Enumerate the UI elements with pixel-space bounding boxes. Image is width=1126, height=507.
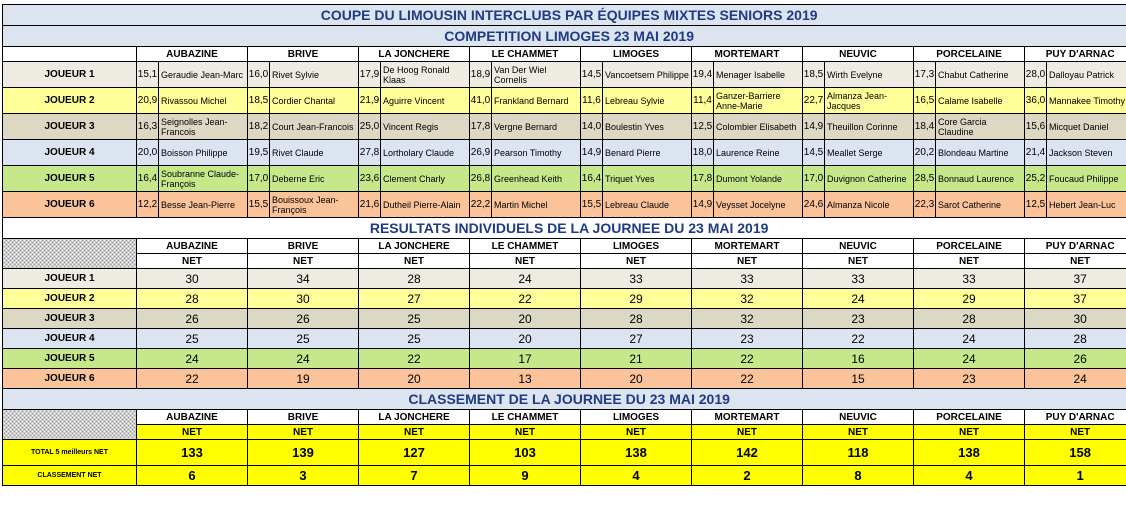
team-total: 142 [692,440,803,466]
club-header: BRIVE [248,47,359,62]
club-header: LE CHAMMET [470,47,581,62]
net-score: 26 [248,309,359,329]
team-rank: 4 [914,466,1025,486]
handicap-index: 22,2 [470,192,492,218]
results-title: RESULTATS INDIVIDUELS DE LA JOURNEE DU 23 MAI 2019 [3,218,1126,239]
handicap-index: 27,8 [359,140,381,166]
club-header: LA JONCHERE [359,410,470,425]
net-score: 19 [248,369,359,389]
team-total: 138 [914,440,1025,466]
handicap-index: 25,0 [359,114,381,140]
net-header: NET [470,254,581,269]
player-name: Soubranne Claude-François [159,166,248,192]
net-header: NET [692,425,803,440]
net-score: 16 [803,349,914,369]
net-header: NET [1025,425,1126,440]
net-score: 28 [359,269,470,289]
net-score: 23 [692,329,803,349]
club-header: PUY D'ARNAC [1025,410,1126,425]
club-header: MORTEMART [692,239,803,254]
team-total: 139 [248,440,359,466]
team-total: 103 [470,440,581,466]
player-name: Martin Michel [492,192,581,218]
handicap-index: 22,7 [803,88,825,114]
player-name: Almanza Nicole [825,192,914,218]
club-header: AUBAZINE [137,47,248,62]
player-label: JOUEUR 1 [3,62,137,88]
handicap-index: 24,6 [803,192,825,218]
player-label: JOUEUR 6 [3,192,137,218]
handicap-index: 36,0 [1025,88,1047,114]
handicap-index: 12,2 [137,192,159,218]
club-header: NEUVIC [803,47,914,62]
player-name: Hebert Jean-Luc [1047,192,1126,218]
handicap-index: 16,5 [914,88,936,114]
net-score: 17 [470,349,581,369]
club-header: MORTEMART [692,47,803,62]
handicap-index: 18,2 [248,114,270,140]
club-header: LIMOGES [581,239,692,254]
net-score: 25 [359,329,470,349]
player-row [3,166,1126,192]
player-name: Colombier Elisabeth [714,114,803,140]
net-score: 24 [470,269,581,289]
player-row [3,62,1126,88]
net-score: 22 [692,349,803,369]
player-name: Wirth Evelyne [825,62,914,88]
net-header: NET [581,254,692,269]
net-score: 20 [470,329,581,349]
net-score: 21 [581,349,692,369]
ranking-corner [3,410,137,440]
handicap-index: 15,5 [581,192,603,218]
net-header: NET [359,254,470,269]
net-score: 25 [248,329,359,349]
club-header: PUY D'ARNAC [1025,47,1126,62]
handicap-index: 20,9 [137,88,159,114]
handicap-index: 41,0 [470,88,492,114]
player-name: Laurence Reine [714,140,803,166]
handicap-index: 18,9 [470,62,492,88]
handicap-index: 14,5 [803,140,825,166]
main-title: COUPE DU LIMOUSIN INTERCLUBS PAR ÉQUIPES MIXTES SENIORS 2019 [3,5,1126,26]
player-name: Rivet Claude [270,140,359,166]
handicap-index: 18,5 [803,62,825,88]
club-header: AUBAZINE [137,239,248,254]
player-name: Boulestin Yves [603,114,692,140]
header-blank [3,47,137,62]
club-header: BRIVE [248,410,359,425]
team-total: 158 [1025,440,1126,466]
player-name: Lortholary Claude [381,140,470,166]
club-header: LIMOGES [581,410,692,425]
net-header: NET [692,254,803,269]
player-name: Seignolles Jean-Francois [159,114,248,140]
net-score: 34 [248,269,359,289]
handicap-index: 17,8 [692,166,714,192]
player-name: Clement Charly [381,166,470,192]
team-rank: 1 [1025,466,1126,486]
club-header: PUY D'ARNAC [1025,239,1126,254]
club-header: PORCELAINE [914,410,1025,425]
handicap-index: 28,5 [914,166,936,192]
results-corner [3,239,137,269]
handicap-index: 14,5 [581,62,603,88]
net-score: 22 [803,329,914,349]
player-name: Van Der Wiel Cornelis [492,62,581,88]
net-score: 33 [914,269,1025,289]
net-header: NET [1025,254,1126,269]
handicap-index: 11,4 [692,88,714,114]
net-score: 27 [359,289,470,309]
net-score: 26 [1025,349,1126,369]
handicap-index: 15,5 [248,192,270,218]
net-score: 29 [581,289,692,309]
net-score: 30 [137,269,248,289]
player-name: Rivet Sylvie [270,62,359,88]
handicap-index: 15,6 [1025,114,1047,140]
player-row [3,140,1126,166]
handicap-index: 18,5 [248,88,270,114]
player-name: Micquet Daniel [1047,114,1126,140]
net-score: 32 [692,289,803,309]
net-score: 37 [1025,289,1126,309]
player-name: Vancoetsem Philippe [603,62,692,88]
handicap-index: 18,4 [914,114,936,140]
net-score: 27 [581,329,692,349]
net-header: NET [914,425,1025,440]
player-name: Benard Pierre [603,140,692,166]
net-header: NET [470,425,581,440]
team-rank: 4 [581,466,692,486]
net-header: NET [581,425,692,440]
player-name: Sarot Catherine [936,192,1025,218]
player-name: Vergne Bernard [492,114,581,140]
club-header: LA JONCHERE [359,47,470,62]
player-name: Aguirre Vincent [381,88,470,114]
handicap-index: 20,2 [914,140,936,166]
team-rank: 7 [359,466,470,486]
net-score: 15 [803,369,914,389]
player-name: Core Garcia Claudine [936,114,1025,140]
handicap-index: 23,6 [359,166,381,192]
score-sheet [2,4,1126,486]
handicap-index: 19,5 [248,140,270,166]
net-header: NET [137,254,248,269]
rank-label: CLASSEMENT NET [3,466,137,486]
handicap-index: 20,0 [137,140,159,166]
net-score: 20 [359,369,470,389]
net-score: 37 [1025,269,1126,289]
player-row [3,192,1126,218]
club-header: NEUVIC [803,239,914,254]
player-name: Bouissoux Jean-François [270,192,359,218]
player-name: Blondeau Martine [936,140,1025,166]
player-label: JOUEUR 1 [3,269,137,289]
handicap-index: 12,5 [1025,192,1047,218]
net-header: NET [248,425,359,440]
net-score: 28 [1025,329,1126,349]
net-score: 28 [914,309,1025,329]
player-name: Duvignon Catherine [825,166,914,192]
handicap-index: 18,0 [692,140,714,166]
team-total: 127 [359,440,470,466]
player-name: Mannakee Timothy [1047,88,1126,114]
handicap-index: 22,3 [914,192,936,218]
net-score: 22 [470,289,581,309]
net-header: NET [248,254,359,269]
club-header: NEUVIC [803,410,914,425]
player-name: Dutheil Pierre-Alain [381,192,470,218]
net-score: 22 [692,369,803,389]
player-label: JOUEUR 3 [3,114,137,140]
club-header: BRIVE [248,239,359,254]
net-score: 20 [581,369,692,389]
net-score: 33 [803,269,914,289]
handicap-index: 14,9 [803,114,825,140]
player-name: Boisson Philippe [159,140,248,166]
net-score: 13 [470,369,581,389]
net-score: 24 [914,329,1025,349]
team-rank: 6 [137,466,248,486]
player-name: Vincent Regis [381,114,470,140]
club-header: PORCELAINE [914,239,1025,254]
handicap-index: 12,5 [692,114,714,140]
player-name: Lebreau Claude [603,192,692,218]
result-row [3,289,1126,309]
net-header: NET [137,425,248,440]
handicap-index: 17,0 [803,166,825,192]
result-row [3,369,1126,389]
player-name: Triquet Yves [603,166,692,192]
result-row [3,309,1126,329]
total-label: TOTAL 5 meilleurs NET [3,440,137,466]
player-row [3,114,1126,140]
handicap-index: 14,9 [692,192,714,218]
player-name: Bonnaud Laurence [936,166,1025,192]
player-name: Besse Jean-Pierre [159,192,248,218]
net-score: 33 [692,269,803,289]
player-name: Almanza Jean-Jacques [825,88,914,114]
player-name: Frankland Bernard [492,88,581,114]
handicap-index: 16,4 [581,166,603,192]
team-rank: 2 [692,466,803,486]
net-score: 30 [1025,309,1126,329]
player-label: JOUEUR 4 [3,140,137,166]
net-score: 24 [803,289,914,309]
player-label: JOUEUR 6 [3,369,137,389]
player-name: Theuillon Corinne [825,114,914,140]
handicap-index: 19,4 [692,62,714,88]
team-rank: 3 [248,466,359,486]
player-label: JOUEUR 3 [3,309,137,329]
net-score: 22 [137,369,248,389]
team-total: 133 [137,440,248,466]
handicap-index: 16,3 [137,114,159,140]
player-name: Calame Isabelle [936,88,1025,114]
net-score: 24 [248,349,359,369]
net-score: 25 [359,309,470,329]
net-score: 28 [581,309,692,329]
net-score: 30 [248,289,359,309]
player-name: Ganzer-Barriere Anne-Marie [714,88,803,114]
handicap-index: 17,0 [248,166,270,192]
player-name: Dumont Yolande [714,166,803,192]
net-header: NET [803,425,914,440]
handicap-index: 11,6 [581,88,603,114]
net-score: 24 [914,349,1025,369]
net-score: 22 [359,349,470,369]
player-name: Court Jean-Francois [270,114,359,140]
club-header: AUBAZINE [137,410,248,425]
player-name: Dalloyau Patrick [1047,62,1126,88]
handicap-index: 26,8 [470,166,492,192]
handicap-index: 16,0 [248,62,270,88]
handicap-index: 15,1 [137,62,159,88]
team-total: 118 [803,440,914,466]
net-score: 32 [692,309,803,329]
net-score: 28 [137,289,248,309]
handicap-index: 17,3 [914,62,936,88]
result-row [3,349,1126,369]
player-name: Lebreau Sylvie [603,88,692,114]
player-name: Veysset Jocelyne [714,192,803,218]
player-label: JOUEUR 2 [3,88,137,114]
player-name: Deberne Eric [270,166,359,192]
net-score: 24 [137,349,248,369]
handicap-index: 28,0 [1025,62,1047,88]
net-score: 20 [470,309,581,329]
net-score: 33 [581,269,692,289]
player-name: Meallet Serge [825,140,914,166]
ranking-title: CLASSEMENT DE LA JOURNEE DU 23 MAI 2019 [3,389,1126,410]
player-label: JOUEUR 5 [3,166,137,192]
net-score: 26 [137,309,248,329]
net-score: 23 [803,309,914,329]
net-header: NET [359,425,470,440]
club-header: LE CHAMMET [470,239,581,254]
player-name: Menager Isabelle [714,62,803,88]
net-header: NET [803,254,914,269]
club-header: LE CHAMMET [470,410,581,425]
net-score: 25 [137,329,248,349]
handicap-index: 17,8 [470,114,492,140]
player-label: JOUEUR 4 [3,329,137,349]
handicap-index: 25,2 [1025,166,1047,192]
player-name: Rivassou Michel [159,88,248,114]
player-name: Foucaud Philippe [1047,166,1126,192]
handicap-index: 21,6 [359,192,381,218]
club-header: LA JONCHERE [359,239,470,254]
handicap-index: 14,9 [581,140,603,166]
club-header: LIMOGES [581,47,692,62]
team-rank: 9 [470,466,581,486]
handicap-index: 14,0 [581,114,603,140]
net-header: NET [914,254,1025,269]
player-name: Pearson Timothy [492,140,581,166]
player-label: JOUEUR 2 [3,289,137,309]
club-header: PORCELAINE [914,47,1025,62]
player-row [3,88,1126,114]
team-total: 138 [581,440,692,466]
net-score: 24 [1025,369,1126,389]
player-name: De Hoog Ronald Klaas [381,62,470,88]
player-name: Cordier Chantal [270,88,359,114]
club-header: MORTEMART [692,410,803,425]
competition-title: COMPETITION LIMOGES 23 MAI 2019 [3,26,1126,47]
result-row [3,329,1126,349]
player-name: Jackson Steven [1047,140,1126,166]
handicap-index: 16,4 [137,166,159,192]
player-name: Geraudie Jean-Marc [159,62,248,88]
player-name: Greenhead Keith [492,166,581,192]
handicap-index: 26,9 [470,140,492,166]
handicap-index: 21,4 [1025,140,1047,166]
team-rank: 8 [803,466,914,486]
net-score: 23 [914,369,1025,389]
net-score: 29 [914,289,1025,309]
player-label: JOUEUR 5 [3,349,137,369]
player-name: Chabut Catherine [936,62,1025,88]
handicap-index: 21,9 [359,88,381,114]
handicap-index: 17,9 [359,62,381,88]
result-row [3,269,1126,289]
